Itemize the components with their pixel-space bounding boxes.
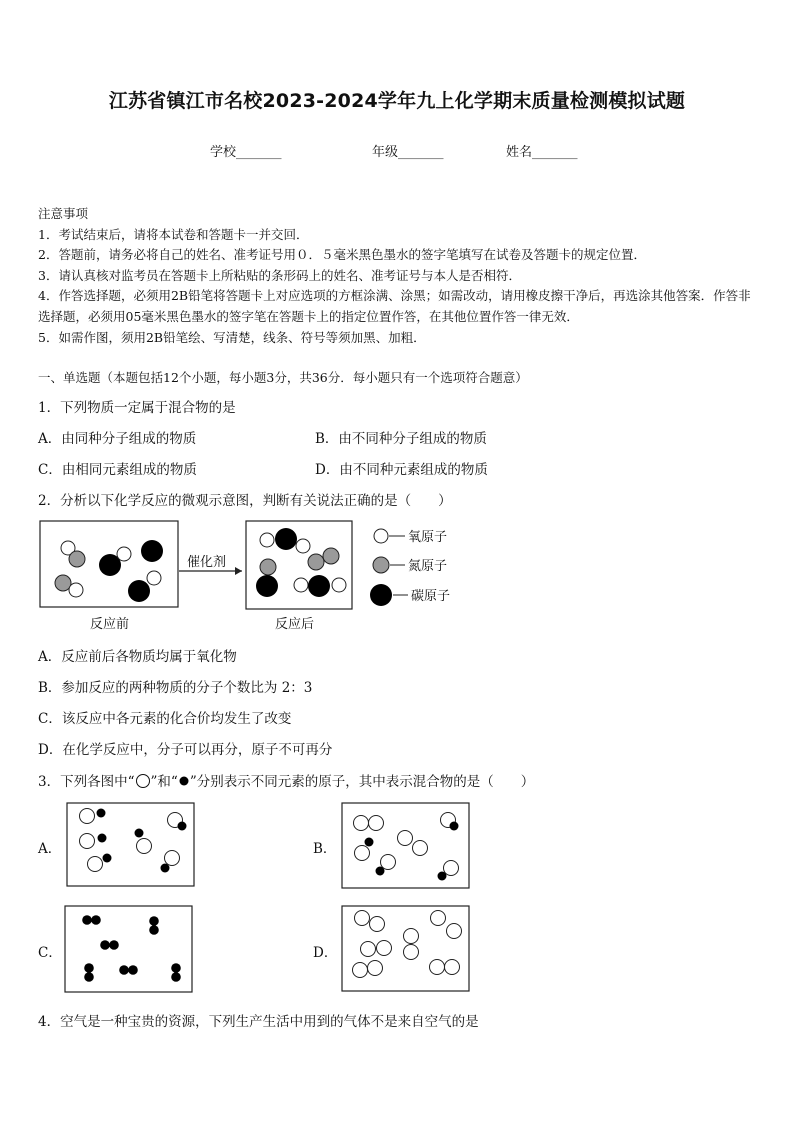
reaction-arrowhead	[235, 567, 242, 575]
grade-label: 年级	[372, 145, 399, 160]
question-1-option-c[interactable]: C．由相同元素组成的物质	[38, 462, 197, 478]
question-2-option-c[interactable]: C．该反应中各元素的化合价均发生了改变	[38, 711, 292, 727]
carbon-atom	[128, 580, 150, 602]
question-3-diagrams	[0, 798, 794, 998]
name-field	[506, 141, 578, 160]
question-3-option-b[interactable]: B．	[313, 841, 337, 857]
white-atom-icon	[135, 774, 151, 788]
nitrogen-atom	[55, 575, 71, 591]
oxygen-atom	[296, 539, 310, 553]
diagram-c	[65, 906, 192, 992]
question-2-option-a[interactable]: A．反应前后各物质均属于氧化物	[38, 649, 237, 665]
carbon-atom	[256, 575, 278, 597]
carbon-atom	[141, 540, 163, 562]
question-1-stem: 1．下列物质一定属于混合物的是	[38, 400, 236, 416]
question-2-option-d[interactable]: D．在化学反应中，分子可以再分，原子不可再分	[38, 742, 333, 758]
nitrogen-atom	[308, 554, 324, 570]
question-3-stem-part: ”分别表示不同元素的原子，其中表示混合物的是（ ）	[189, 774, 535, 790]
notes-item: 2．答题前，请务必将自己的姓名、准考证号用０．５毫米黑色墨水的签字笔填写在试卷及答题卡的规定位置．	[38, 247, 646, 263]
legend-nitrogen-symbol	[373, 557, 389, 573]
black-atom-icon	[178, 774, 190, 788]
school-field	[210, 141, 282, 160]
carbon-atom	[308, 575, 330, 597]
question-2-stem: 2．分析以下化学反应的微观示意图，判断有关说法正确的是（ ）	[38, 493, 452, 509]
notes-item: 1．考试结束后，请将本试卷和答题卡一并交回．	[38, 226, 309, 242]
legend-oxygen-label: 氧原子	[408, 530, 448, 545]
legend-carbon-label: 碳原子	[411, 589, 451, 604]
school-blank: _______	[236, 145, 282, 160]
page-title: 江苏省镇江市名校2023-2024学年九上化学期末质量检测模拟试题	[108, 90, 686, 112]
name-blank: _______	[532, 145, 578, 160]
notes-item: 3．请认真核对监考员在答题卡上所粘贴的条形码上的姓名、准考证号与本人是否相符．	[38, 267, 521, 283]
legend-oxygen-symbol	[374, 529, 388, 543]
question-3-stem-part: 3．下列各图中“	[38, 774, 135, 790]
diagram-d	[342, 906, 469, 991]
catalyst-label: 催化剂	[187, 555, 227, 570]
name-label: 姓名	[506, 145, 533, 160]
section-heading: 一、单选题（本题包括12个小题，每小题3分，共36分．每小题只有一个选项符合题意）	[38, 370, 528, 385]
before-caption: 反应前	[90, 617, 130, 632]
diagram-b	[342, 803, 469, 888]
after-caption: 反应后	[275, 617, 315, 632]
question-3-option-d[interactable]: D．	[313, 945, 338, 961]
notes-heading: 注意事项	[38, 206, 89, 221]
legend-nitrogen-label: 氮原子	[408, 559, 448, 574]
question-3-option-a[interactable]: A．	[38, 841, 62, 857]
diagram-a	[67, 803, 194, 886]
question-2-option-b[interactable]: B．参加反应的两种物质的分子个数比为 2：3	[38, 680, 313, 696]
grade-field	[372, 141, 444, 160]
oxygen-atom	[294, 578, 308, 592]
notes-block	[38, 204, 760, 348]
question-1-option-d[interactable]: D．由不同种元素组成的物质	[315, 462, 488, 478]
question-3-option-c[interactable]: C．	[38, 945, 62, 961]
oxygen-atom	[69, 583, 83, 597]
school-label: 学校	[210, 145, 237, 160]
notes-item: 5．如需作图，须用2B铅笔绘、写清楚，线条、符号等须加黑、加粗．	[38, 329, 426, 345]
oxygen-atom	[332, 578, 346, 592]
oxygen-atom	[147, 571, 161, 585]
question-4-stem: 4．空气是一种宝贵的资源，下列生产生活中用到的气体不是来自空气的是	[38, 1014, 479, 1030]
nitrogen-atom	[323, 548, 339, 564]
question-3-stem-part: ”和“	[150, 774, 178, 790]
oxygen-atom	[117, 547, 131, 561]
oxygen-atom	[260, 533, 274, 547]
notes-item: 4．作答选择题，必须用2B铅笔将答题卡上对应选项的方框涂满、涂黑；如需改动，请用橡皮擦干净后，再选涂其他答案．作答非选择题，必须用05毫米黑色墨水的签字笔在答题卡上的指定位置作答，在其他位置作答一律无效．	[38, 288, 751, 324]
question-3-stem	[38, 770, 534, 790]
nitrogen-atom	[69, 551, 85, 567]
legend-carbon-symbol	[370, 584, 392, 606]
question-1-option-a[interactable]: A．由同种分子组成的物质	[38, 431, 197, 447]
question-1-option-b[interactable]: B．由不同种分子组成的物质	[315, 431, 487, 447]
carbon-atom	[275, 528, 297, 550]
nitrogen-atom	[260, 559, 276, 575]
grade-blank: _______	[398, 145, 444, 160]
reaction-diagram	[0, 510, 794, 635]
